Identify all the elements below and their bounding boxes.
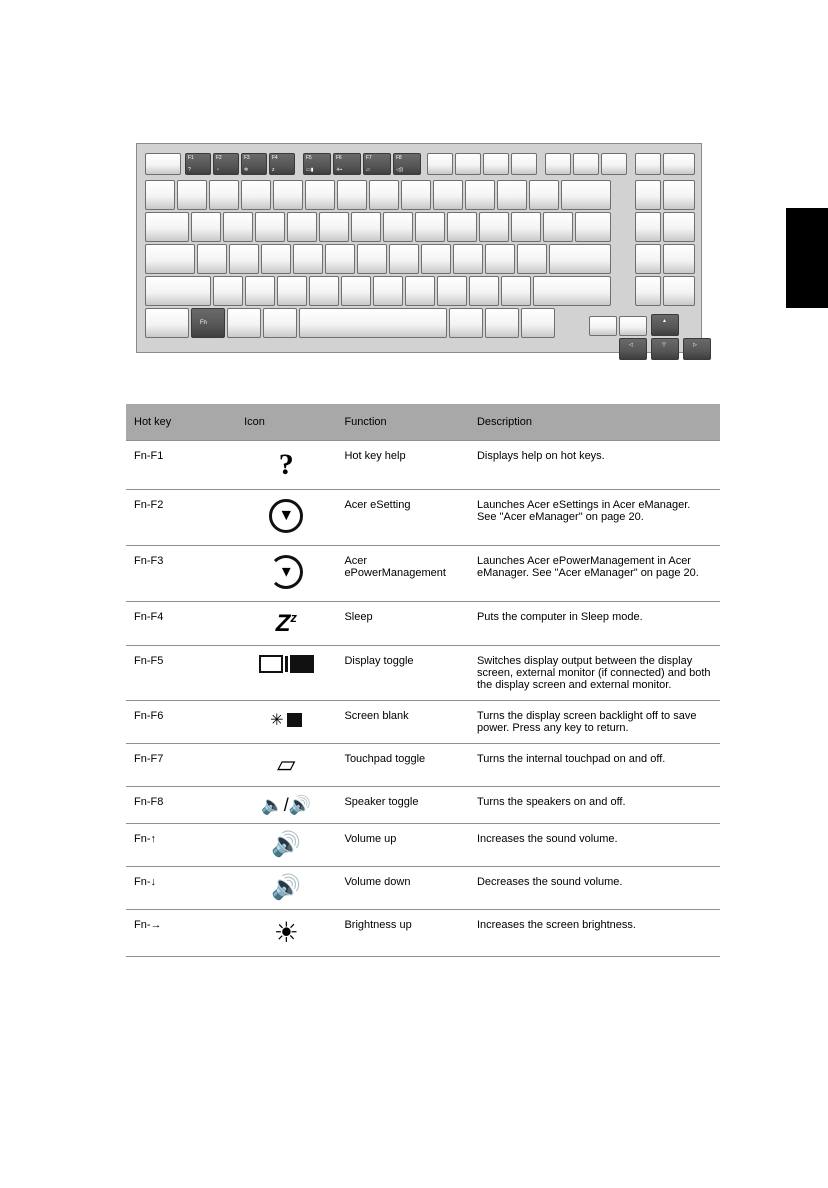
key-arrow-left [619, 338, 647, 360]
key-o [447, 212, 477, 242]
cell-function: Touchpad toggle [336, 744, 469, 787]
key-a [197, 244, 227, 274]
key-i [415, 212, 445, 242]
key-f4-icon: z [272, 167, 275, 173]
key-y [351, 212, 381, 242]
header-function: Function [336, 404, 469, 441]
cell-description: Increases the screen brightness. [469, 910, 720, 957]
key-arrow-down [651, 338, 679, 360]
cell-icon [236, 441, 336, 490]
key-lshift [145, 276, 211, 306]
key-1 [177, 180, 207, 210]
key-backspace [561, 180, 611, 210]
cell-function: Acer ePowerManagement [336, 546, 469, 602]
key-f4 [269, 153, 295, 175]
cell-description: Turns the internal touchpad on and off. [469, 744, 720, 787]
cell-icon [236, 744, 336, 787]
cell-description: Turns the speakers on and off. [469, 787, 720, 824]
arrow-key-cluster [589, 316, 703, 362]
key-arrow-left-blank [589, 316, 617, 336]
table-row [126, 867, 720, 910]
arrow-right-icon: ▷ [693, 342, 697, 348]
key-minus [497, 180, 527, 210]
key-f5-icon: ▭▮ [306, 167, 314, 173]
key-f4-label: F4 [272, 155, 278, 161]
key-rctrl [521, 308, 555, 338]
key-v [309, 276, 339, 306]
key-8 [401, 180, 431, 210]
cell-description: Decreases the sound volume. [469, 867, 720, 910]
key-esc [145, 153, 181, 175]
cell-hotkey: Fn-→ [126, 910, 236, 957]
arrow-left-icon: ◁ [629, 342, 633, 348]
key-f7-icon: ▱ [366, 167, 370, 173]
cell-hotkey: Fn-F5 [126, 646, 236, 701]
power-scheme-icon: ▼ [269, 555, 303, 589]
key-enter [549, 244, 611, 274]
key-scrlk [573, 153, 599, 175]
key-f2 [213, 153, 239, 175]
key-s [229, 244, 259, 274]
key-m [405, 276, 435, 306]
cell-icon [236, 646, 336, 701]
key-w [223, 212, 253, 242]
key-f2-label: F2 [216, 155, 222, 161]
cell-icon [236, 867, 336, 910]
key-arrow-up [651, 314, 679, 336]
cell-function: Acer eSetting [336, 490, 469, 546]
key-numlock [635, 180, 661, 210]
key-capslock [145, 244, 195, 274]
cell-function: Screen blank [336, 701, 469, 744]
key-d [261, 244, 291, 274]
key-f6 [333, 153, 361, 175]
key-euro [635, 276, 661, 306]
key-7 [369, 180, 399, 210]
key-pgdn2 [663, 244, 695, 274]
cell-hotkey: Fn-F8 [126, 787, 236, 824]
key-f6-icon: ✳▪ [336, 167, 342, 173]
key-quote [517, 244, 547, 274]
cell-icon [236, 490, 336, 546]
key-f8-icon: ◁)) [396, 167, 404, 173]
cell-function: Display toggle [336, 646, 469, 701]
key-t [319, 212, 349, 242]
table-row [126, 701, 720, 744]
table-row [126, 824, 720, 867]
key-end [663, 212, 695, 242]
key-semicolon [485, 244, 515, 274]
question-mark-icon: ? [278, 448, 294, 481]
key-2 [209, 180, 239, 210]
cell-description: Launches Acer eSettings in Acer eManager. See "Acer eManager" on page 20. [469, 490, 720, 546]
key-pageup [635, 212, 661, 242]
key-f7 [363, 153, 391, 175]
table-row [126, 646, 720, 701]
key-f6-label: F6 [336, 155, 342, 161]
key-p [479, 212, 509, 242]
table-row [126, 441, 720, 490]
key-n [373, 276, 403, 306]
key-backslash [575, 212, 611, 242]
key-home [663, 180, 695, 210]
cell-function: Speaker toggle [336, 787, 469, 824]
key-l [453, 244, 483, 274]
cell-function: Brightness up [336, 910, 469, 957]
table-header-row [126, 404, 720, 441]
key-5 [305, 180, 335, 210]
page-edge-tab [786, 208, 828, 308]
cell-icon [236, 602, 336, 646]
key-3 [241, 180, 271, 210]
cell-function: Hot key help [336, 441, 469, 490]
cell-hotkey: Fn-F7 [126, 744, 236, 787]
cell-icon [236, 824, 336, 867]
key-f12 [511, 153, 537, 175]
cell-hotkey: Fn-F4 [126, 602, 236, 646]
key-f10 [455, 153, 481, 175]
key-6 [337, 180, 367, 210]
brightness-up-icon: ☀ [273, 917, 299, 948]
key-c [277, 276, 307, 306]
cell-icon [236, 787, 336, 824]
key-del [663, 153, 695, 175]
header-icon: Icon [236, 404, 336, 441]
keyboard-figure [136, 143, 702, 371]
key-f [293, 244, 323, 274]
key-u [383, 212, 413, 242]
display-toggle-icon [259, 655, 314, 673]
key-e [255, 212, 285, 242]
cell-description: Switches display output between the display screen, external monitor (if connected) and both the display screen and external monitor. [469, 646, 720, 701]
key-4 [273, 180, 303, 210]
key-f5 [303, 153, 331, 175]
cell-hotkey: Fn-F6 [126, 701, 236, 744]
key-ins [635, 153, 661, 175]
cell-description: Displays help on hot keys. [469, 441, 720, 490]
key-f2-icon: ◔ [216, 167, 220, 173]
table-row [126, 910, 720, 957]
key-f8 [393, 153, 421, 175]
key-space [299, 308, 447, 338]
sleep-zz-icon: $Z^z$ [275, 610, 297, 637]
cell-description: Launches Acer ePowerManagement in Acer eManager. See "Acer eManager" on page 20. [469, 546, 720, 602]
key-f1-icon: ? [188, 167, 191, 173]
cell-icon [236, 701, 336, 744]
cell-hotkey: Fn-F1 [126, 441, 236, 490]
key-f7-label: F7 [366, 155, 372, 161]
cell-description: Puts the computer in Sleep mode. [469, 602, 720, 646]
key-f1-label: F1 [188, 155, 194, 161]
cell-function: Volume down [336, 867, 469, 910]
key-9 [433, 180, 463, 210]
key-h [357, 244, 387, 274]
key-z [213, 276, 243, 306]
key-f3-label: F3 [244, 155, 250, 161]
key-k [421, 244, 451, 274]
touchpad-toggle-icon: ▱ [277, 751, 296, 778]
arrow-down-icon: ▽ [662, 342, 666, 348]
key-b [341, 276, 371, 306]
cell-description: Turns the display screen backlight off to save power. Press any key to return. [469, 701, 720, 744]
volume-down-icon: 🔊 [271, 874, 302, 901]
key-tab [145, 212, 189, 242]
key-f3 [241, 153, 267, 175]
setup-circle-icon: ▼ [269, 499, 303, 533]
key-lalt [263, 308, 297, 338]
key-x [245, 276, 275, 306]
table-row [126, 744, 720, 787]
hotkey-table [126, 404, 720, 957]
key-ralt [449, 308, 483, 338]
key-tilde [145, 180, 175, 210]
screen-blank-icon: ✳ [270, 714, 302, 726]
key-win [227, 308, 261, 338]
key-rbracket [543, 212, 573, 242]
volume-up-icon: 🔊 [271, 831, 302, 858]
key-r [287, 212, 317, 242]
key-menu [485, 308, 519, 338]
key-prtsc [545, 153, 571, 175]
key-f3-icon: ✲ [244, 167, 249, 173]
key-comma [437, 276, 467, 306]
cell-description: Increases the sound volume. [469, 824, 720, 867]
key-lbracket [511, 212, 541, 242]
key-slash [501, 276, 531, 306]
cell-function: Volume up [336, 824, 469, 867]
cell-hotkey: Fn-F3 [126, 546, 236, 602]
table-row [126, 546, 720, 602]
key-pagedown [635, 244, 661, 274]
speaker-toggle-icon: 🔈/🔊 [261, 795, 312, 815]
header-description: Description [469, 404, 720, 441]
key-pause [601, 153, 627, 175]
cell-hotkey: Fn-↓ [126, 867, 236, 910]
table-row [126, 602, 720, 646]
key-arrow-right-blank [619, 316, 647, 336]
key-f5-label: F5 [306, 155, 312, 161]
key-fn [191, 308, 225, 338]
cell-hotkey: Fn-↑ [126, 824, 236, 867]
key-lctrl [145, 308, 189, 338]
cell-function: Sleep [336, 602, 469, 646]
key-arrow-right [683, 338, 711, 360]
cell-icon [236, 546, 336, 602]
key-f8-label: F8 [396, 155, 402, 161]
key-period [469, 276, 499, 306]
arrow-up-icon: ▲ [662, 318, 667, 324]
table-row [126, 787, 720, 824]
key-q [191, 212, 221, 242]
cell-hotkey: Fn-F2 [126, 490, 236, 546]
key-rshift [533, 276, 611, 306]
table-row [126, 490, 720, 546]
key-f11 [483, 153, 509, 175]
key-j [389, 244, 419, 274]
key-f9 [427, 153, 453, 175]
keyboard-body [136, 143, 702, 353]
key-g [325, 244, 355, 274]
key-equals [529, 180, 559, 210]
key-dollar [663, 276, 695, 306]
header-hotkey: Hot key [126, 404, 236, 441]
key-f1 [185, 153, 211, 175]
cell-icon [236, 910, 336, 957]
key-fn-label: Fn [200, 320, 207, 326]
key-0 [465, 180, 495, 210]
